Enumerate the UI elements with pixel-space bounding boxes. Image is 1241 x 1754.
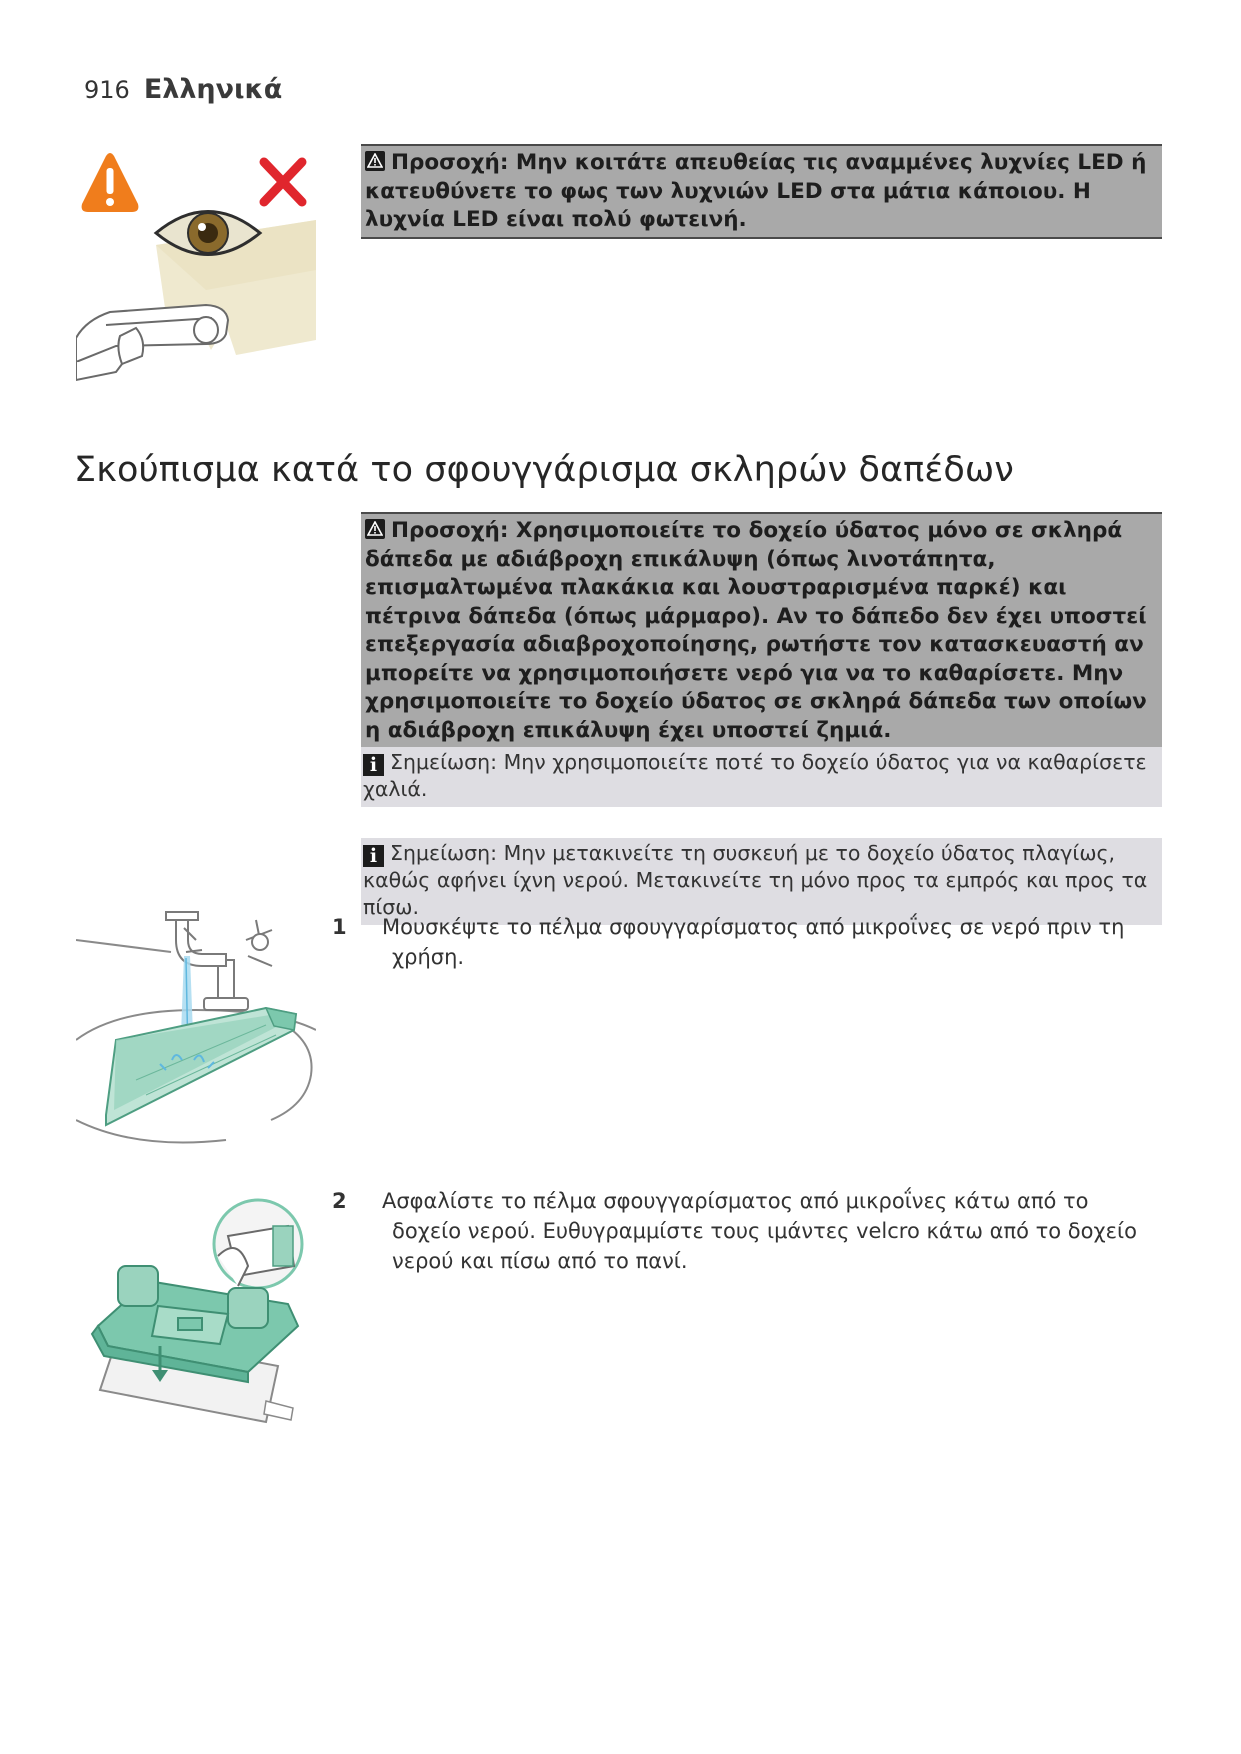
page-header [84, 74, 282, 105]
info-icon: i [363, 754, 384, 776]
warning-icon [365, 151, 385, 171]
page-number: 916 [84, 76, 130, 104]
page-language: Ελληνικά [143, 74, 283, 105]
led-eye-warning-illustration [76, 150, 316, 390]
note-carpet-text: Σημείωση: Μην χρησιμοποιείτε ποτέ το δοχείο ύδατος για να καθαρίσετε χαλιά. [363, 750, 1147, 801]
caution-water-text: Προσοχή: Χρησιμοποιείτε το δοχείο ύδατος μόνο σε σκληρά δάπεδα με αδιάβροχη επικάλυψη (όπως λινοτάπητα, επισμαλτωμένα πλακάκια και λουστραρισμένα παρκέ) και πέτρινα δάπεδα (όπως μάρμαρο). Αν το δάπεδο δεν έχει υποστεί επεξεργασία αδιαβροχοποίησης, ρωτήστε τον κατασκευαστή αν μπορείτε να χρησιμοποιήσετε νερό για να το καθαρίσετε. Μην χρησιμοποιείτε το δοχείο ύδατος σε σκληρά δάπεδα των οποίων η αδιάβροχη επικάλυψη έχει υποστεί ζημιά. [365, 518, 1147, 743]
step-2 [332, 1186, 1162, 1276]
caution-led-text: Προσοχή: Μην κοιτάτε απευθείας τις αναμμένες λυχνίες LED ή κατευθύνετε το φως των λυχνιών LED στα μάτια κάποιου. Η λυχνία LED είναι πολύ φωτεινή. [365, 150, 1147, 232]
info-icon: i [363, 845, 384, 867]
step-1 [332, 912, 1162, 972]
note-sideways-text: Σημείωση: Μην μετακινείτε τη συσκευή με το δοχείο ύδατος πλαγίως, καθώς αφήνει ίχνη νερού. Μετακινείτε τη μόνο προς τα εμπρός και προς τα πίσω. [363, 841, 1148, 919]
step-number: 2 [332, 1189, 347, 1213]
caution-water-tank [361, 512, 1162, 749]
step-number: 1 [332, 915, 347, 939]
soak-mop-illustration [76, 910, 316, 1160]
mop-pad-icon [106, 1008, 296, 1125]
tap-icon [166, 912, 272, 1010]
velcro-detail-icon [214, 1200, 302, 1288]
attach-mop-illustration [88, 1196, 318, 1436]
warning-icon [365, 519, 385, 539]
step-text: Μουσκέψτε το πέλμα σφουγγαρίσματος από μικροΐνες σε νερό πριν τη χρήση. [382, 915, 1125, 969]
cross-icon [264, 162, 302, 202]
section-title: Σκούπισμα κατά το σφουγγάρισμα σκληρών δαπέδων [74, 450, 1014, 490]
note-carpet [361, 747, 1162, 807]
vacuum-nozzle-icon [76, 305, 228, 380]
warning-triangle-icon [82, 153, 139, 212]
step-text: Ασφαλίστε το πέλμα σφουγγαρίσματος από μικροΐνες κάτω από το δοχείο νερού. Ευθυγραμμίστε τους ιμάντες velcro κάτω από το δοχείο νερού και πίσω από το πανί. [382, 1189, 1137, 1273]
caution-led [361, 144, 1162, 239]
